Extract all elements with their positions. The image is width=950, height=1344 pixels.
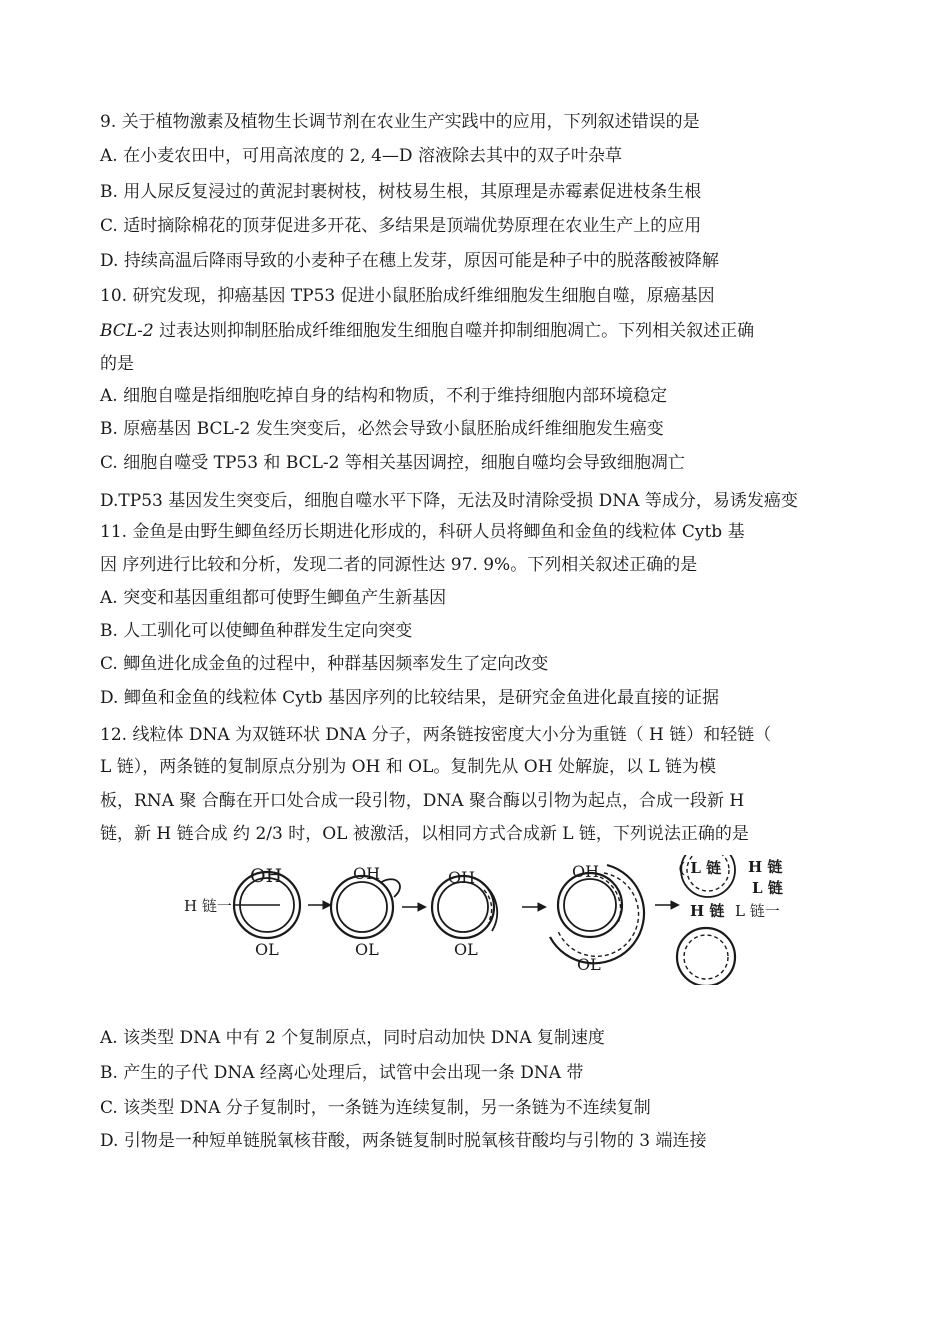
q12-stem-line1: 12. 线粒体 DNA 为双链环状 DNA 分子，两条链按密度大小分为重链（ H 链）和轻链（ bbox=[100, 725, 772, 745]
q9-stem: 9. 关于植物激素及植物生长调节剂在农业生产实践中的应用，下列叙述错误的是 bbox=[100, 112, 700, 132]
q11-option-a: A. 突变和基因重组都可使野生鲫鱼产生新基因 bbox=[100, 588, 447, 608]
q11-option-d: D. 鲫鱼和金鱼的线粒体 Cytb 基因序列的比较结果，是研究金鱼进化最直接的证据 bbox=[100, 688, 719, 708]
l-chain-label-right: L 链 bbox=[752, 879, 783, 897]
q10-option-c: C. 细胞自噬受 TP53 和 BCL-2 等相关基因调控，细胞自噬均会导致细胞凋亡 bbox=[100, 453, 685, 473]
q11-option-c: C. 鲫鱼进化成金鱼的过程中，种群基因频率发生了定向改变 bbox=[100, 654, 549, 674]
q12-option-d: D. 引物是一种短单链脱氧核苷酸，两条链复制时脱氧核苷酸均与引物的 3 端连接 bbox=[100, 1131, 707, 1151]
q12-stem-line2: L 链），两条链的复制原点分别为 OH 和 OL。复制先从 OH 处解旋，以 L 链为模 bbox=[100, 757, 717, 777]
l-chain-label-bottom: L 链一 bbox=[735, 902, 780, 920]
q10-stem-line3: 的是 bbox=[100, 354, 134, 374]
q12-option-b: B. 产生的子代 DNA 经离心处理后，试管中会出现一条 DNA 带 bbox=[100, 1063, 584, 1083]
product-bottom-circle bbox=[677, 928, 735, 985]
oh-label-3: OH bbox=[448, 868, 476, 887]
q10-stem-line1: 10. 研究发现，抑癌基因 TP53 促进小鼠胚胎成纤维细胞发生细胞自噬，原癌基因 bbox=[100, 286, 715, 306]
h-chain-label-bottom: H 链 bbox=[690, 902, 725, 920]
q12-option-c: C. 该类型 DNA 分子复制时，一条链为连续复制，另一条链为不连续复制 bbox=[100, 1098, 651, 1118]
oh-label-2: OH bbox=[353, 864, 381, 883]
q10-stem-line2: BCL-2 过表达则抑制胚胎成纤维细胞发生细胞自噬并抑制细胞凋亡。下列相关叙述正确 bbox=[100, 321, 755, 341]
h-chain-label-right: H 链 bbox=[748, 858, 783, 876]
q9-option-b: B. 用人尿反复浸过的黄泥封裹树枝，树枝易生根，其原理是赤霉素促进枝条生根 bbox=[100, 182, 702, 202]
ol-label-1: OL bbox=[255, 940, 279, 959]
h-chain-label-left: H 链一 bbox=[184, 897, 232, 915]
q12-option-a: A. 该类型 DNA 中有 2 个复制原点，同时启动加快 DNA 复制速度 bbox=[100, 1028, 605, 1048]
mtdna-replication-diagram bbox=[170, 855, 820, 985]
q9-option-d: D. 持续高温后降雨导致的小麦种子在穗上发芽，原因可能是种子中的脱落酸被降解 bbox=[100, 251, 719, 271]
q11-stem-line2: 因 序列进行比较和分析，发现二者的同源性达 97. 9%。下列相关叙述正确的是 bbox=[100, 555, 698, 575]
ol-label-4: OL bbox=[577, 955, 601, 974]
q9-option-c: C. 适时摘除棉花的顶芽促进多开花、多结果是顶端优势原理在农业生产上的应用 bbox=[100, 216, 702, 236]
q10-option-b: B. 原癌基因 BCL-2 发生突变后，必然会导致小鼠胚胎成纤维细胞发生癌变 bbox=[100, 419, 664, 439]
ol-label-3: OL bbox=[454, 940, 478, 959]
q9-option-a: A. 在小麦农田中，可用高浓度的 2, 4—D 溶液除去其中的双子叶杂草 bbox=[100, 146, 622, 166]
oh-label-4: OH bbox=[572, 862, 600, 881]
q10-option-a: A. 细胞自噬是指细胞吃掉自身的结构和物质，不利于维持细胞内部环境稳定 bbox=[100, 386, 668, 406]
q10-option-d: D.TP53 基因发生突变后，细胞自噬水平下降，无法及时清除受损 DNA 等成分，易诱发癌变 bbox=[100, 491, 798, 511]
stage-2-circle bbox=[331, 876, 400, 938]
q11-option-b: B. 人工驯化可以使鲫鱼种群发生定向突变 bbox=[100, 621, 413, 641]
ol-label-2: OL bbox=[355, 940, 379, 959]
q11-stem-line1: 11. 金鱼是由野生鲫鱼经历长期进化形成的，科研人员将鲫鱼和金鱼的线粒体 Cytb 基 bbox=[100, 522, 745, 542]
oh-label-1: OH bbox=[250, 865, 283, 887]
gene-name-bcl2: BCL-2 bbox=[100, 321, 154, 341]
l-chain-label-top: ( L 链 bbox=[678, 859, 722, 877]
q12-stem-line3: 板，RNA 聚 合酶在开口处合成一段引物，DNA 聚合酶以引物为起点，合成一段新 H bbox=[100, 791, 745, 811]
q12-stem-line4: 链，新 H 链合成 约 2/3 时，OL 被激活，以相同方式合成新 L 链，下列说法正确的是 bbox=[100, 824, 749, 844]
